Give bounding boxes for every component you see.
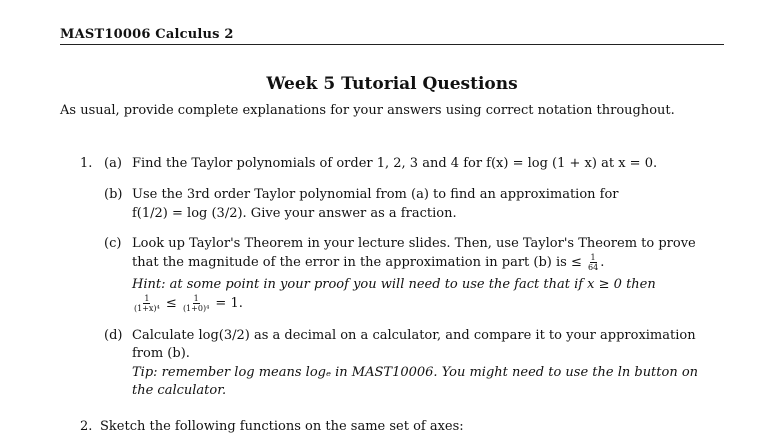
course-header: MAST10006 Calculus 2: [60, 27, 234, 42]
q1d-label: (d): [104, 328, 123, 343]
q1a-text: Find the Taylor polynomials of order 1, 2, 3 and 4 for f(x) = log (1 + x) at x = 0.: [132, 156, 658, 171]
q1c-text-2-main: that the magnitude of the error in the approximation in part (b) is ≤: [132, 255, 582, 270]
q1b-text-1: Use the 3rd order Taylor polynomial from (a) to find an approximation for: [132, 187, 619, 202]
header-rule: [60, 44, 724, 45]
question-2-number: 2.: [80, 419, 93, 434]
error-bound-fraction: $\frac{1}{64}$: [588, 253, 599, 272]
q1b-label: (b): [104, 187, 123, 202]
page-title: Week 5 Tutorial Questions: [266, 74, 518, 94]
q1c-hint: Hint: at some point in your proof you will need to use the fact that if x ≥ 0 then: [132, 277, 656, 292]
q1d-text-2: from (b).: [132, 346, 190, 361]
q2-text: Sketch the following functions on the same set of axes:: [100, 419, 464, 434]
q1d-tip-2: the calculator.: [132, 383, 227, 398]
hint-fraction-1: $\frac{1}{\text{(1+x)⁴}}$: [134, 294, 160, 313]
question-1-number: 1.: [80, 156, 93, 171]
intro-text: As usual, provide complete explanations for your answers using correct notation throughout.: [60, 103, 675, 118]
hint-fraction-2: $\frac{1}{\text{(1+0)⁴}}$: [182, 294, 210, 313]
q1c-text-1: Look up Taylor's Theorem in your lecture slides. Then, use Taylor's Theorem to prove: [132, 236, 696, 251]
q1c-hint-inequality: $\frac{1}{\text{(1+x)⁴}}$ ≤ $\frac{1}{\text{(1+0)⁴}}$ = 1.: [134, 294, 243, 313]
q1d-tip-1: Tip: remember log means logₑ in MAST10006. You might need to use the ln button on: [132, 365, 699, 380]
q1d-text-1: Calculate log(3/2) as a decimal on a calculator, and compare it to your approximation: [132, 328, 696, 343]
q1b-text-2: f(1/2) = log (3/2). Give your answer as a fraction.: [132, 206, 457, 221]
q1c-text-2: that the magnitude of the error in the approximation in part (b) is ≤ $\frac{1}{64}$ .: [132, 253, 605, 272]
q1c-label: (c): [104, 236, 122, 251]
q1a-label: (a): [104, 156, 122, 171]
